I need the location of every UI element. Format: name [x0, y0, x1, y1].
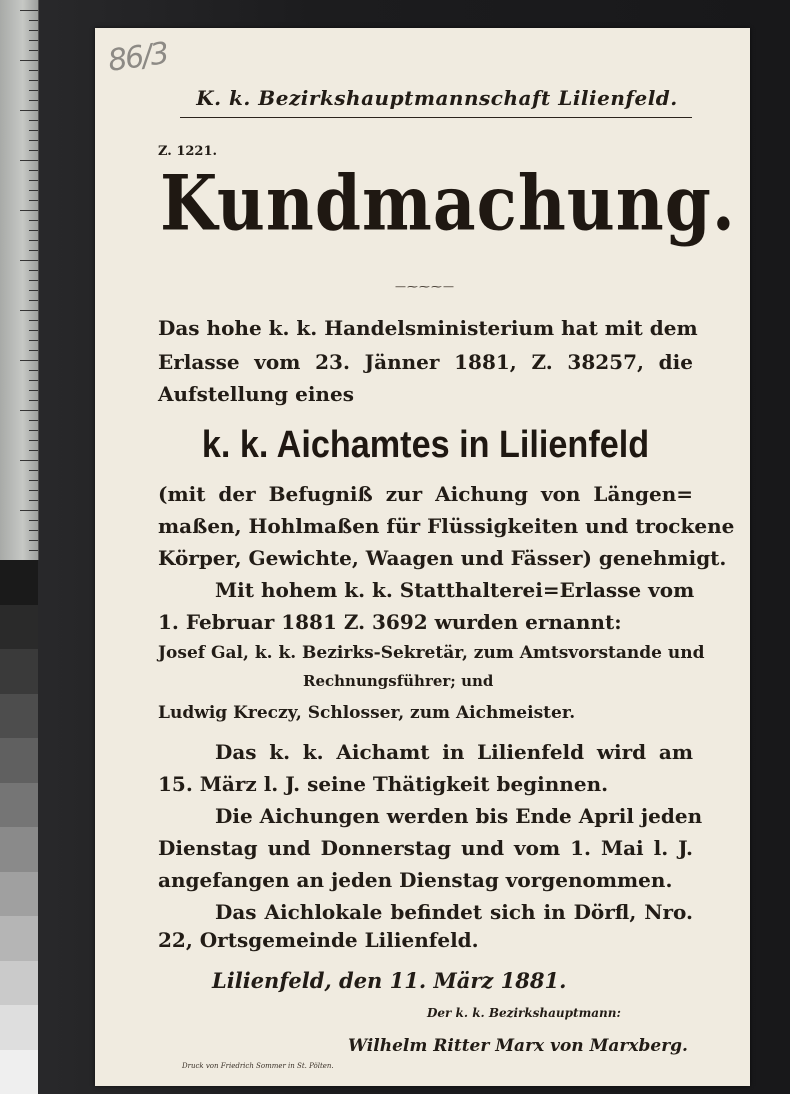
scope-line-1: (mit der Befugniß zur Aichung von Längen= — [158, 482, 693, 506]
ruler-tick — [29, 380, 38, 381]
ruler-tick — [29, 470, 38, 471]
greyscale-patch — [0, 649, 38, 694]
ruler-tick — [20, 410, 38, 411]
scope-line-2: maßen, Hohlmaßen für Flüssigkeiten und trockene — [158, 514, 735, 538]
appointment-line-5: Ludwig Kreczy, Schlosser, zum Aichmeister. — [158, 703, 576, 723]
ruler-tick — [29, 140, 38, 141]
ruler-tick — [29, 530, 38, 531]
ruler-tick — [29, 50, 38, 51]
ruler-tick — [29, 390, 38, 391]
greyscale-patch — [0, 783, 38, 828]
ruler-tick — [29, 170, 38, 171]
page-title: Kundmachung. — [160, 158, 736, 248]
ruler-tick — [29, 120, 38, 121]
greyscale-strip — [0, 560, 38, 1094]
ruler-tick — [29, 100, 38, 101]
location-line-2: 22, Ortsgemeinde Lilienfeld. — [158, 928, 479, 952]
ruler-tick — [29, 480, 38, 481]
ruler-tick — [29, 130, 38, 131]
ruler-tick — [29, 200, 38, 201]
start-line-2: 15. März l. J. seine Thätigkeit beginnen. — [158, 772, 609, 796]
ruler-tick — [29, 370, 38, 371]
ruler-tick — [29, 190, 38, 191]
ruler-tick — [29, 300, 38, 301]
ruler-tick — [29, 240, 38, 241]
ruler-tick — [29, 20, 38, 21]
ruler-tick — [29, 150, 38, 151]
ruler-tick — [20, 210, 38, 211]
ruler-tick — [20, 360, 38, 361]
ruler-tick — [29, 180, 38, 181]
appointment-line-2: 1. Februar 1881 Z. 3692 wurden ernannt: — [158, 610, 622, 634]
ornament-divider: —⁓⁓⁓— — [395, 280, 455, 293]
intro-line-1: Das hohe k. k. Handelsministerium hat mit dem — [158, 316, 698, 340]
ruler-tick — [29, 280, 38, 281]
ruler-tick — [20, 510, 38, 511]
signatory-title: Der k. k. Bezirkshauptmann: — [427, 1006, 621, 1020]
start-line-1: Das k. k. Aichamt in Lilienfeld wird am — [215, 740, 693, 764]
schedule-line-3: angefangen an jeden Dienstag vorgenommen. — [158, 868, 673, 892]
location-line-1: Das Aichlokale befindet sich in Dörfl, Nro. — [215, 900, 693, 924]
ruler-tick — [29, 90, 38, 91]
ruler-tick — [29, 290, 38, 291]
greyscale-patch — [0, 738, 38, 783]
greyscale-patch — [0, 560, 38, 605]
ruler-tick — [20, 460, 38, 461]
appointment-line-1: Mit hohem k. k. Statthalterei=Erlasse vom — [215, 578, 695, 602]
ruler-tick — [29, 450, 38, 451]
ruler-tick — [29, 500, 38, 501]
ruler-tick — [29, 400, 38, 401]
pencil-annotation: 86/3 — [105, 36, 170, 79]
header-divider — [180, 117, 692, 118]
schedule-line-2: Dienstag und Donnerstag und vom 1. Mai l. J. — [158, 836, 693, 860]
scope-line-3: Körper, Gewichte, Waagen und Fässer) genehmigt. — [158, 546, 727, 570]
ruler-tick — [29, 440, 38, 441]
ruler-tick — [20, 110, 38, 111]
office-name-heading: k. k. Aichamtes in Lilienfeld — [201, 424, 650, 466]
ruler-tick — [20, 260, 38, 261]
ruler-tick — [29, 30, 38, 31]
greyscale-patch — [0, 872, 38, 917]
ruler-tick — [29, 230, 38, 231]
ruler-tick — [29, 270, 38, 271]
greyscale-patch — [0, 694, 38, 739]
issuing-authority: K. k. Bezirkshauptmannschaft Lilienfeld. — [196, 86, 678, 110]
ruler-tick — [29, 540, 38, 541]
ruler-tick — [29, 550, 38, 551]
greyscale-patch — [0, 605, 38, 650]
ruler-tick — [29, 350, 38, 351]
ruler-tick — [29, 220, 38, 221]
intro-line-2: Erlasse vom 23. Jänner 1881, Z. 38257, die — [158, 350, 693, 374]
greyscale-patch — [0, 961, 38, 1006]
ruler-tick — [29, 490, 38, 491]
ruler-tick — [20, 160, 38, 161]
intro-line-3: Aufstellung eines — [158, 382, 354, 406]
place-and-date: Lilienfeld, den 11. März 1881. — [212, 968, 567, 993]
measurement-ruler — [0, 0, 39, 560]
ruler-tick — [20, 10, 38, 11]
ruler-tick — [29, 40, 38, 41]
ruler-tick — [20, 60, 38, 61]
ruler-tick — [29, 430, 38, 431]
ruler-tick — [29, 420, 38, 421]
appointment-line-3: Josef Gal, k. k. Bezirks-Sekretär, zum Amtsvorstande und — [158, 643, 705, 663]
reference-number: Z. 1221. — [158, 144, 218, 159]
schedule-line-1: Die Aichungen werden bis Ende April jeden — [215, 804, 703, 828]
ruler-tick — [29, 250, 38, 251]
ruler-tick — [29, 520, 38, 521]
ruler-tick — [29, 320, 38, 321]
printer-imprint: Druck von Friedrich Sommer in St. Pölten. — [182, 1062, 334, 1070]
ruler-tick — [29, 70, 38, 71]
ruler-tick — [29, 330, 38, 331]
greyscale-patch — [0, 827, 38, 872]
ruler-tick — [29, 340, 38, 341]
greyscale-patch — [0, 1050, 38, 1094]
signatory-name: Wilhelm Ritter Marx von Marxberg. — [348, 1036, 688, 1056]
appointment-line-4: Rechnungsführer; und — [303, 672, 494, 690]
greyscale-patch — [0, 916, 38, 961]
ruler-tick — [20, 310, 38, 311]
ruler-tick — [29, 80, 38, 81]
greyscale-patch — [0, 1005, 38, 1050]
